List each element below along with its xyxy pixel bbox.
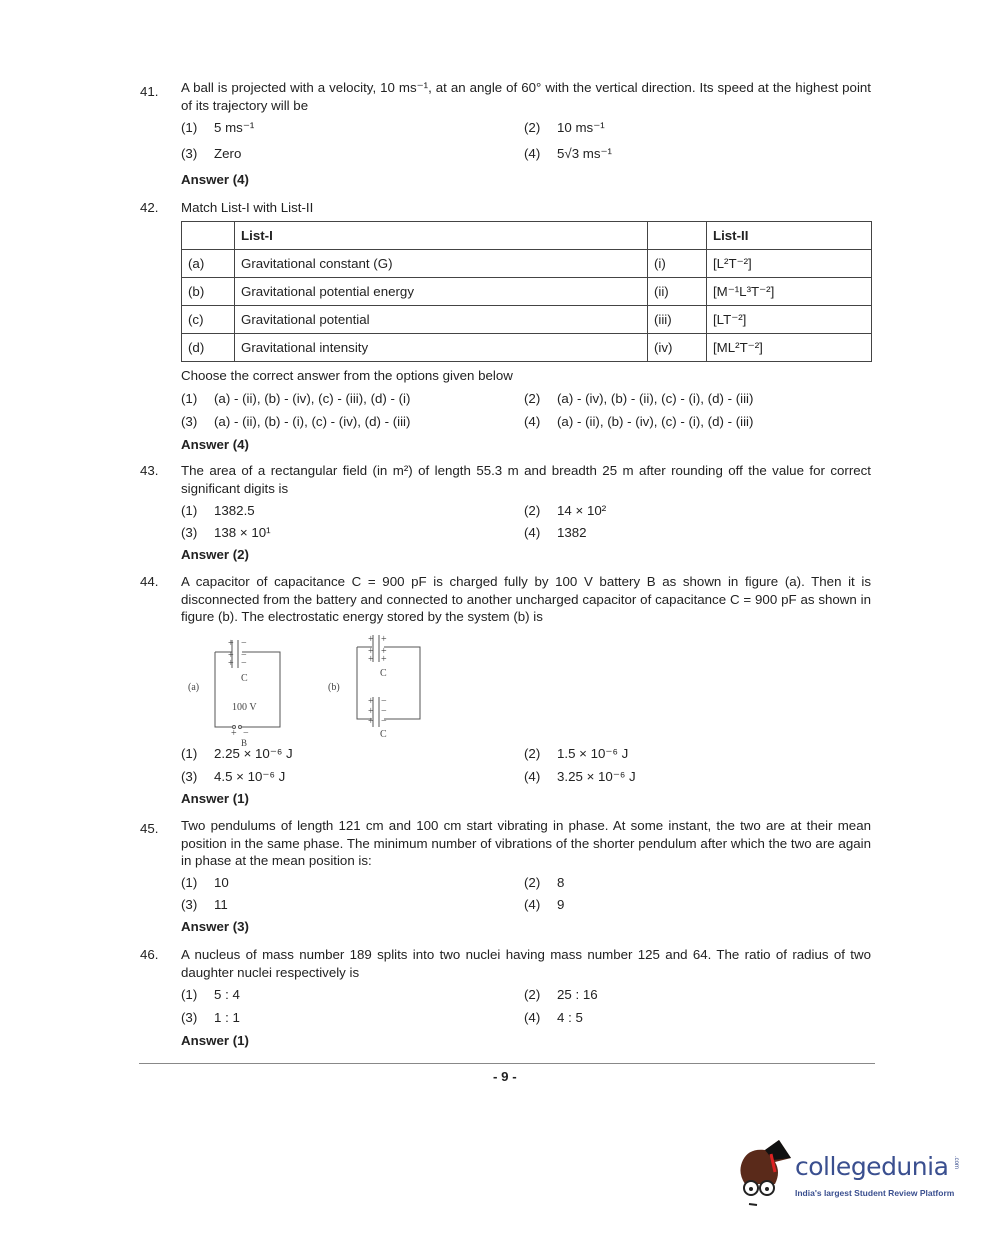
option bbox=[181, 769, 285, 785]
svg-text:−: − bbox=[381, 696, 387, 707]
question-text: Two pendulums of length 121 cm and 100 cm start vibrating in phase. At some instant, the two are at their mean position in the same phase. The minimum number of vibrations of the shorter pendulum after which the two are again in phase at the mean position is: bbox=[181, 818, 871, 868]
option-number: (2) bbox=[524, 120, 541, 135]
svg-text:−: − bbox=[381, 716, 387, 727]
table-row bbox=[182, 306, 872, 334]
question-text: The area of a rectangular field (in m²) of length 55.3 m and breadth 25 m after rounding off the value for correct significant digits is bbox=[181, 463, 871, 496]
option bbox=[181, 525, 271, 540]
option bbox=[524, 987, 598, 1002]
option-text: 2.25 × 10⁻⁶ J bbox=[214, 746, 293, 761]
option-number: (3) bbox=[181, 525, 198, 540]
option-text: 14 × 10² bbox=[557, 503, 607, 518]
logo-com: .com bbox=[953, 1156, 959, 1170]
option-text: 1.5 × 10⁻⁶ J bbox=[557, 746, 629, 761]
match-table bbox=[181, 221, 872, 362]
table-cell: (i) bbox=[647, 250, 706, 278]
svg-text:−: − bbox=[241, 658, 247, 669]
svg-text:+: + bbox=[381, 634, 387, 645]
question-text: A nucleus of mass number 189 splits into two nuclei having mass number 125 and 64. The ratio of radius of two daughter nuclei respectively is bbox=[181, 947, 871, 980]
option bbox=[181, 391, 410, 406]
option bbox=[181, 875, 229, 890]
option-number: (4) bbox=[524, 1010, 541, 1025]
svg-text:+: + bbox=[381, 654, 387, 665]
option-text: 5√3 ms⁻¹ bbox=[557, 146, 612, 161]
option-number: (3) bbox=[181, 146, 198, 161]
option bbox=[524, 1010, 583, 1025]
option bbox=[181, 1010, 240, 1025]
option-text: 3.25 × 10⁻⁶ J bbox=[557, 769, 636, 784]
option-number: (1) bbox=[181, 746, 198, 761]
svg-text:+: + bbox=[368, 634, 374, 645]
option-number: (4) bbox=[524, 897, 541, 912]
option-text: (a) - (iv), (b) - (ii), (c) - (i), (d) - (iii) bbox=[557, 391, 754, 406]
table-cell: [L²T⁻²] bbox=[706, 250, 871, 278]
option-text: (a) - (ii), (b) - (iv), (c) - (iii), (d) - (i) bbox=[214, 391, 411, 406]
option-number: (2) bbox=[524, 391, 541, 406]
option bbox=[524, 146, 612, 162]
option bbox=[524, 414, 753, 429]
column-header: List-II bbox=[706, 222, 871, 250]
question-text: A capacitor of capacitance C = 900 pF is charged fully by 100 V battery B as shown in figure (a). Then it is disconnected from the battery and connected to another uncharged capacitor of capacitance C = 900 pF as shown in figure (b). The electrostatic energy stored by the system (b) is bbox=[181, 574, 871, 624]
table-cell: (c) bbox=[182, 306, 235, 334]
figure-label-b: (b) bbox=[328, 682, 340, 693]
svg-text:−: − bbox=[381, 706, 387, 717]
option bbox=[181, 987, 240, 1002]
answer: Answer (3) bbox=[181, 919, 249, 934]
table-cell: (iv) bbox=[647, 334, 706, 362]
table-cell: (d) bbox=[182, 334, 235, 362]
table-cell: [ML²T⁻²] bbox=[706, 334, 871, 362]
svg-text:+: + bbox=[231, 728, 237, 739]
question-text: Match List-I with List-II bbox=[181, 200, 314, 215]
option-text: 9 bbox=[557, 897, 565, 912]
option bbox=[181, 503, 255, 518]
table-cell: [M⁻¹L³T⁻²] bbox=[706, 278, 871, 306]
svg-text:+: + bbox=[368, 654, 374, 665]
option bbox=[181, 146, 241, 161]
option-text: (a) - (ii), (b) - (i), (c) - (iv), (d) - (iii) bbox=[214, 414, 411, 429]
option-number: (4) bbox=[524, 525, 541, 540]
option-number: (1) bbox=[181, 987, 198, 1002]
logo-tagline: India's largest Student Review Platform bbox=[795, 1188, 955, 1198]
option bbox=[524, 897, 564, 912]
option-text: 5 ms⁻¹ bbox=[214, 120, 255, 135]
table-cell: Gravitational potential energy bbox=[235, 278, 648, 306]
option-number: (2) bbox=[524, 987, 541, 1002]
option-text: 25 : 16 bbox=[557, 987, 598, 1002]
option-text: 1382 bbox=[557, 525, 587, 540]
svg-text:+: + bbox=[368, 716, 374, 727]
svg-text:+: + bbox=[381, 646, 387, 657]
column-header: List-I bbox=[235, 222, 648, 250]
option bbox=[524, 120, 605, 136]
figure-label-a: (a) bbox=[188, 682, 200, 693]
question-number: 46. bbox=[140, 947, 159, 962]
option bbox=[524, 875, 564, 890]
collegedunia-logo bbox=[735, 1138, 965, 1208]
option bbox=[181, 414, 410, 429]
option-number: (3) bbox=[181, 897, 198, 912]
table-cell: Gravitational intensity bbox=[235, 334, 648, 362]
option-text: 1 : 1 bbox=[214, 1010, 240, 1025]
option bbox=[181, 120, 254, 136]
svg-text:+: + bbox=[228, 658, 234, 669]
svg-text:+: + bbox=[228, 638, 234, 649]
option-number: (4) bbox=[524, 769, 541, 784]
table-header-row bbox=[182, 222, 872, 250]
option bbox=[524, 769, 636, 785]
answer: Answer (4) bbox=[181, 172, 249, 187]
option-text: 11 bbox=[214, 897, 228, 912]
option-text: Zero bbox=[214, 146, 242, 161]
answer: Answer (2) bbox=[181, 547, 249, 562]
option bbox=[524, 503, 606, 518]
table-row bbox=[182, 278, 872, 306]
capacitor-label: C bbox=[241, 673, 248, 684]
option-text: 138 × 10¹ bbox=[214, 525, 271, 540]
option-text: 8 bbox=[557, 875, 565, 890]
option bbox=[181, 746, 293, 762]
option-text: 1382.5 bbox=[214, 503, 255, 518]
question-number: 41. bbox=[140, 84, 159, 99]
question-number: 42. bbox=[140, 200, 159, 215]
svg-text:+: + bbox=[368, 696, 374, 707]
capacitor-circuit-figure bbox=[180, 632, 440, 748]
question-number: 44. bbox=[140, 574, 159, 589]
table-cell: [LT⁻²] bbox=[706, 306, 871, 334]
table-cell: (a) bbox=[182, 250, 235, 278]
mascot-icon bbox=[735, 1138, 793, 1208]
option-text: (a) - (ii), (b) - (iv), (c) - (i), (d) - (iii) bbox=[557, 414, 754, 429]
option bbox=[524, 525, 587, 540]
answer: Answer (1) bbox=[181, 1033, 249, 1048]
option bbox=[524, 391, 753, 406]
option-text: 5 : 4 bbox=[214, 987, 240, 1002]
table-cell: (b) bbox=[182, 278, 235, 306]
option-text: 4.5 × 10⁻⁶ J bbox=[214, 769, 286, 784]
table-cell: (ii) bbox=[647, 278, 706, 306]
option-number: (2) bbox=[524, 503, 541, 518]
svg-text:−: − bbox=[243, 728, 249, 739]
option-number: (4) bbox=[524, 146, 541, 161]
option-text: 4 : 5 bbox=[557, 1010, 583, 1025]
svg-text:−: − bbox=[241, 638, 247, 649]
question-number: 43. bbox=[140, 463, 159, 478]
option-number: (1) bbox=[181, 503, 198, 518]
question-text: A ball is projected with a velocity, 10 ms⁻¹, at an angle of 60° with the vertical direction. Its speed at the highest point of its trajectory will be bbox=[181, 80, 871, 113]
answer: Answer (1) bbox=[181, 791, 249, 806]
option bbox=[524, 746, 628, 762]
svg-text:+: + bbox=[228, 650, 234, 661]
question-number: 45. bbox=[140, 821, 159, 836]
svg-text:+: + bbox=[368, 706, 374, 717]
page-number: - 9 - bbox=[493, 1069, 517, 1084]
option-number: (4) bbox=[524, 414, 541, 429]
option-number: (2) bbox=[524, 875, 541, 890]
footer-divider bbox=[139, 1063, 875, 1064]
table-cell: (iii) bbox=[647, 306, 706, 334]
option-number: (1) bbox=[181, 391, 198, 406]
svg-text:−: − bbox=[241, 650, 247, 661]
svg-text:+: + bbox=[368, 646, 374, 657]
capacitor-label: C bbox=[380, 729, 387, 740]
option-number: (1) bbox=[181, 875, 198, 890]
answer: Answer (4) bbox=[181, 437, 249, 452]
table-row bbox=[182, 334, 872, 362]
battery-label: B bbox=[241, 738, 248, 748]
voltage-label: 100 V bbox=[232, 702, 257, 713]
option-number: (3) bbox=[181, 414, 198, 429]
capacitor-label: C bbox=[380, 668, 387, 679]
option bbox=[181, 897, 228, 912]
option-number: (3) bbox=[181, 1010, 198, 1025]
table-cell: Gravitational constant (G) bbox=[235, 250, 648, 278]
option-text: 10 bbox=[214, 875, 229, 890]
table-row bbox=[182, 250, 872, 278]
logo-wordmark: collegedunia bbox=[795, 1152, 949, 1181]
option-number: (3) bbox=[181, 769, 198, 784]
table-cell: Gravitational potential bbox=[235, 306, 648, 334]
option-number: (2) bbox=[524, 746, 541, 761]
option-text: 10 ms⁻¹ bbox=[557, 120, 605, 135]
instruction-text: Choose the correct answer from the options given below bbox=[181, 368, 513, 383]
option-number: (1) bbox=[181, 120, 198, 135]
